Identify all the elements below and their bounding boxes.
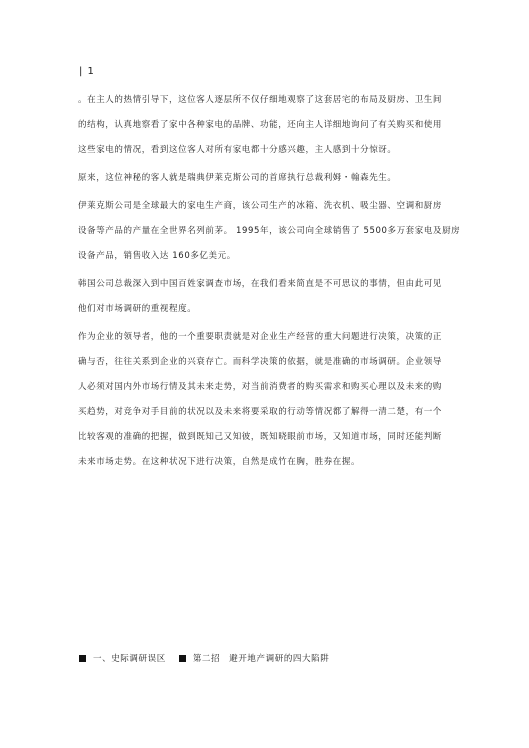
paragraph-line: 人必须对国内外市场行情及其未来走势，对当前消费者的购买需求和购买心理以及未来的购: [78, 382, 443, 392]
paragraph-line: 韩国公司总裁深入到中国百姓家调查市场，在我们看来简直是不可思议的事情，但由此可见: [78, 279, 443, 289]
paragraph-line: 确与否，往往关系到企业的兴衰存亡。而科学决策的依据，就是准确的市场调研。企业领导: [78, 357, 443, 367]
paragraph-line: 伊莱克斯公司是全球最大的家电生产商，该公司生产的冰箱、洗衣机、吸尘器、空调和厨房: [78, 201, 443, 211]
paragraph-line: 。在主人的热情引导下，这位客人逐层所不仅仔细地观察了这套居宅的布局及厨房、卫生间: [78, 95, 443, 105]
footer-part1: 一、史际调研误区: [93, 654, 166, 664]
black-square-icon: [179, 655, 186, 662]
black-square-icon: [79, 655, 86, 662]
paragraph-line: 作为企业的领导者，他的一个重要职责就是对企业生产经营的重大问题进行决策，决策的正: [78, 332, 443, 342]
paragraph-line: 设备产品，销售收入达 160多亿美元。: [78, 251, 236, 261]
document-body: [78, 93, 461, 469]
paragraph-line: 的结构，认真地察看了家中各种家电的品牌、功能，还向主人详细地询问了有关购买和使用: [78, 120, 443, 130]
paragraph-line: 这些家电的情况，看到这位客人对所有家电都十分感兴趣，主人感到十分惊讶。: [78, 145, 397, 155]
paragraph-line: 原来，这位神秘的客人就是瑞典伊莱克斯公司的首席执行总裁利姆・翰森先生。: [78, 173, 397, 183]
footer-part2: 第二招 避开地产调研的四大陷阱: [192, 654, 330, 664]
paragraph-line: 设备等产品的产量在全世界名列前茅。 1995年，该公司向全球销售了 5500多万套家电及厨房: [78, 226, 461, 236]
paragraph-line: 买趋势，对竞争对手目前的状况以及未来将要采取的行动等情况都了解得一清二楚，有一个: [78, 407, 443, 417]
paragraph-line: 未来市场走势。在这种状况下进行决策，自然是成竹在胸，胜券在握。: [78, 457, 361, 467]
page-number: | 1: [79, 66, 95, 77]
paragraph-line: 比较客观的准确的把握，做到既知己又知彼，既知晓眼前市场，又知道市场，同时还能判断: [78, 432, 443, 442]
section-footer: [79, 652, 329, 664]
paragraph-line: 他们对市场调研的重视程度。: [78, 304, 197, 314]
